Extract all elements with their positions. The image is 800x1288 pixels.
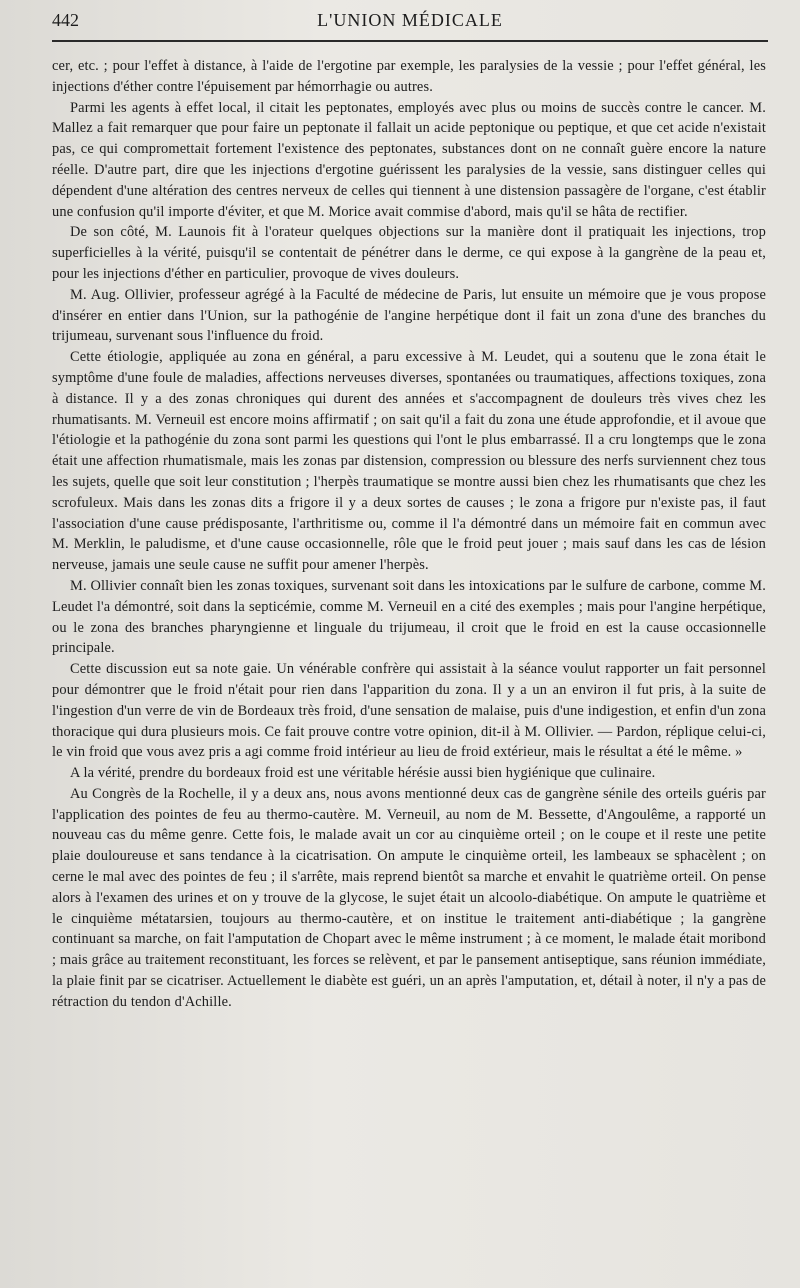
journal-title: L'UNION MÉDICALE — [317, 10, 503, 30]
header-rule — [52, 40, 768, 42]
paragraph: Cette étiologie, appliquée au zona en général, a paru excessive à M. Leudet, qui a soutenu que le zona était le symptôme d'une foule de maladies, affections nerveuses diverses, spontanées ou traumatiques, affections toxiques, zona à distance. Il y a des zonas chroniques qui durent des années et s'accompagnent de douleurs très vives chez les rhumatisants. M. Verneuil est encore moins affirmatif ; on sait qu'il a fait du zona une étude approfondie, et il avoue que l'étiologie et la pathogénie du zona sont parmi les questions qui l'ont le plus embarrassé. Il a cru longtemps que le zona était une affection rhumatismale, mais les zonas par distension, compression ou blessure des nerfs surviennent chez tous les sujets, quelle que soit leur constitution ; l'herpès traumatique se montre aussi bien chez les rhumatisants que chez les scrofuleux. Mais dans les zonas dits a frigore il y a deux sortes de causes ; le zona a frigore pur n'existe pas, il faut l'association d'une cause prédisposante, l'arthritisme ou, comme il l'a démontré dans un mémoire fait en commun avec M. Merklin, le paludisme, et d'une cause occasionnelle, rôle que le froid peut jouer ; mais sauf dans les cas de lésion nerveuse, jamais une seule cause ne suffit pour amener l'herpès. — [52, 349, 766, 574]
paragraph: Parmi les agents à effet local, il citait les peptonates, employés avec plus ou moins de succès contre le cancer. M. Mallez a fait remarquer que pour faire un peptonate il fallait un acide peptonique ou peptique, et que cet acide n'existait pas, ce qui compromettait fortement l'existence des peptonates, substances dont on ne connaît guère encore la nature réelle. D'autre part, dire que les injections d'ergotine guérissent les paralysies de la vessie, sans distinguer celles qui dépendent d'une altération des centres nerveux de celles qui tiennent à une distension passagère de l'organe, c'est établir une confusion qu'il importe d'éviter, et que M. Morice avait commise d'abord, mais qu'il se hâta de rectifier. — [52, 99, 766, 220]
paragraph: Au Congrès de la Rochelle, il y a deux ans, nous avons mentionné deux cas de gangrène sénile des orteils guéris par l'application des pointes de feu au thermo-cautère. M. Verneuil, au nom de M. Bessette, d'Angoulême, a rapporté un nouveau cas du même genre. Cette fois, le malade avait un cor au cinquième orteil ; on le coupe et il reste une petite plaie douloureuse et sans tendance à la cicatrisation. On ampute le cinquième orteil, les lambeaux se sphacèlent ; on cerne le mal avec des pointes de feu ; il s'arrête, mais reprend bientôt sa marche et envahit le quatrième orteil. On pense alors à l'examen des urines et on y trouve de la glycose, le sujet était un alcoolo-diabétique. On ampute le quatrième et le cinquième métatarsien, toujours au thermo-cautère, et on institue le traitement anti-diabétique ; la gangrène continuant sa marche, on fait l'amputation de Chopart avec le même instrument ; à ce moment, le malade était moribond ; mais grâce au traitement reconstituant, les forces se relèvent, et par le pansement antiseptique, sans réunion immédiate, la plaie finit par se cicatriser. Actuellement le diabète est guéri, un an après l'amputation, et, détail à noter, il n'y a pas de rétraction du tendon d'Achille. — [52, 785, 766, 1010]
paragraph: M. Ollivier connaît bien les zonas toxiques, survenant soit dans les intoxications par le sulfure de carbone, comme M. Leudet l'a démontré, soit dans la septicémie, comme M. Verneuil en a cité des exemples ; mais pour l'angine herpétique, ou le zona des branches pharyngienne et linguale du trijumeau, il croit que le froid en est la cause occasionnelle principale. — [52, 577, 766, 657]
article-body — [52, 56, 766, 1013]
paragraph: Cette discussion eut sa note gaie. Un vénérable confrère qui assistait à la séance voulut rapporter un fait personnel pour démontrer que le froid n'était pour rien dans l'apparition du zona. Il y a un an environ il fut pris, à la suite de l'ingestion d'un verre de vin de Bordeaux très froid, d'une sensation de malaise, puis d'une indigestion, et enfin d'un zona thoracique qui dura plusieurs mois. Ce fait prouve contre votre opinion, dit-il à M. Ollivier. — Pardon, réplique celui-ci, le vin froid que vous avez pris a agi comme froid intérieur au lieu de froid extérieur, mais le résultat a été le même. » — [52, 661, 766, 761]
paragraph: A la vérité, prendre du bordeaux froid est une véritable hérésie aussi bien hygiénique que culinaire. — [70, 765, 656, 782]
page-number: 442 — [52, 10, 79, 30]
paragraph: De son côté, M. Launois fit à l'orateur quelques objections sur la manière dont il pratiquait les injections, trop superficielles à la vérité, puisqu'il se contentait de pénétrer dans le derme, ce qui expose à la gangrène de la peau et, pour les injections d'éther en particulier, provoque de vives douleurs. — [52, 224, 766, 282]
paragraph: cer, etc. ; pour l'effet à distance, à l'aide de l'ergotine par exemple, les paralysies de la vessie ; pour l'effet général, les injections d'éther contre l'épuisement par hémorrhagie ou autres. — [52, 58, 766, 95]
paragraph: M. Aug. Ollivier, professeur agrégé à la Faculté de médecine de Paris, lut ensuite un mémoire que je vous propose d'insérer en entier dans l'Union, sur la pathogénie de l'angine herpétique dont il fait un zona d'une des branches du trijumeau, survenant sous l'influence du froid. — [52, 286, 766, 345]
running-head — [52, 10, 768, 36]
